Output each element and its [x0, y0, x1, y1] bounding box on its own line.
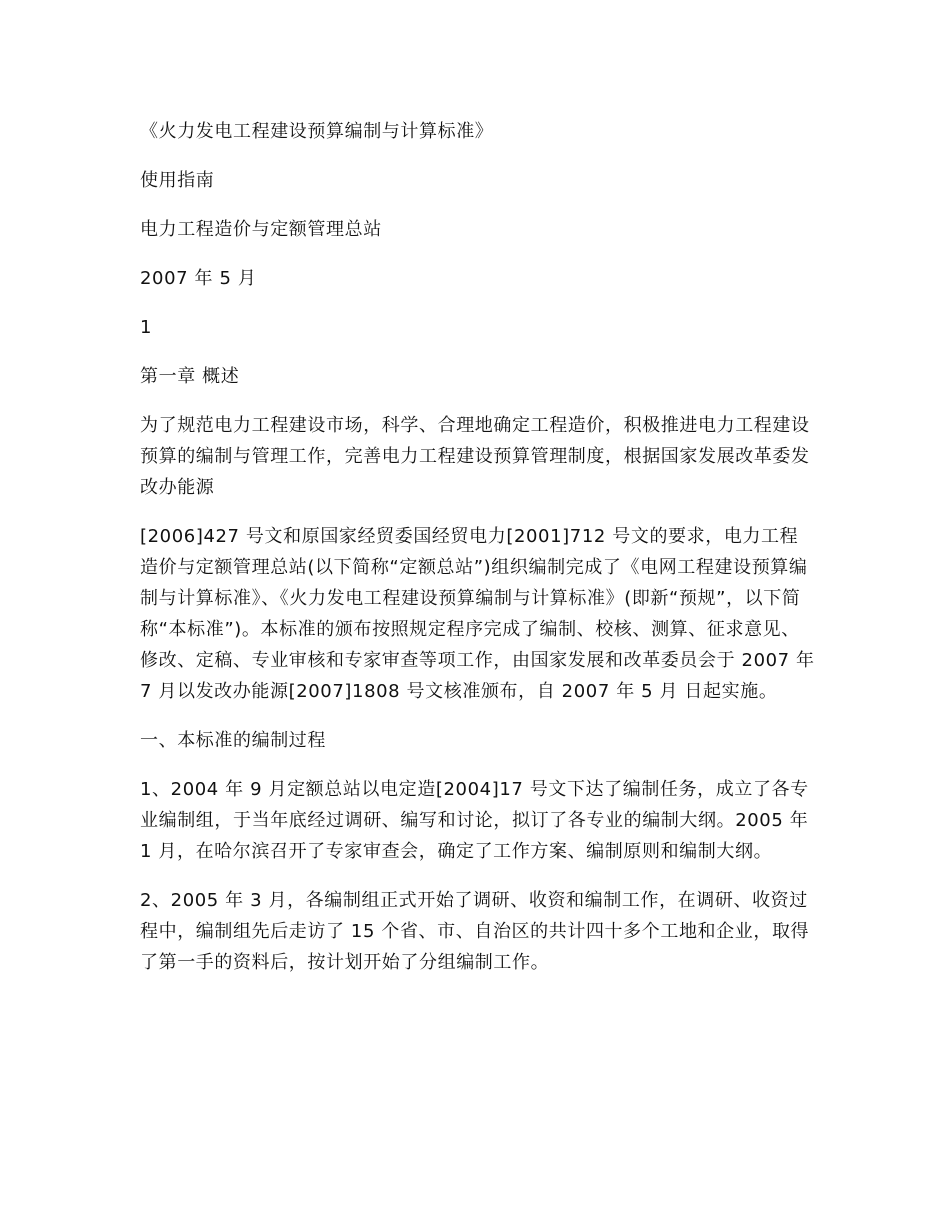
body-paragraph: [2006]427 号文和原国家经贸委国经贸电力[2001]712 号文的要求，电力工程造价与定额管理总站(以下简称“定额总站”)组织编制完成了《电网工程建设预算编制与计算标准》、《火力发电工程建设预算编制与计算标准》(即新“预规”，以下简称“本标准”)。本标准的颁布按照规定程序完成了编制、校核、测算、征求意见、修改、定稿、专业审核和专家审查等项工作，由国家发展和改革委员会于 2007 年 7 月以发改办能源[2007]1808 号文核准颁布，自 2007 年 5 月 日起实施。 [140, 526, 815, 702]
document-date: 2007 年 5 月 [140, 268, 257, 289]
list-item: 2、2005 年 3 月，各编制组正式开始了调研、收资和编制工作，在调研、收资过程中，编制组先后走访了 15 个省、市、自治区的共计四十多个工地和企业，取得了第一手的资料后，按计划开始了分组编制工作。 [140, 890, 810, 973]
document-title: 《火力发电工程建设预算编制与计算标准》 [140, 121, 494, 142]
list-item: 1、2004 年 9 月定额总站以电定造[2004]17 号文下达了编制任务，成立了各专业编制组，于当年底经过调研、编写和讨论，拟订了各专业的编制大纲。2005 年 1 月，在哈尔滨召开了专家审查会，确定了工作方案、编制原则和编制大纲。 [140, 779, 809, 862]
organization-name: 电力工程造价与定额管理总站 [140, 219, 382, 240]
document-subtitle: 使用指南 [140, 170, 215, 191]
chapter-heading: 第一章 概述 [140, 366, 240, 387]
body-paragraph: 为了规范电力工程建设市场，科学、合理地确定工程造价，积极推进电力工程建设预算的编制与管理工作，完善电力工程建设预算管理制度，根据国家发展改革委发改办能源 [140, 415, 810, 498]
page-number: 1 [140, 317, 153, 338]
section-heading: 一、本标准的编制过程 [140, 730, 326, 751]
document-page [140, 116, 815, 996]
